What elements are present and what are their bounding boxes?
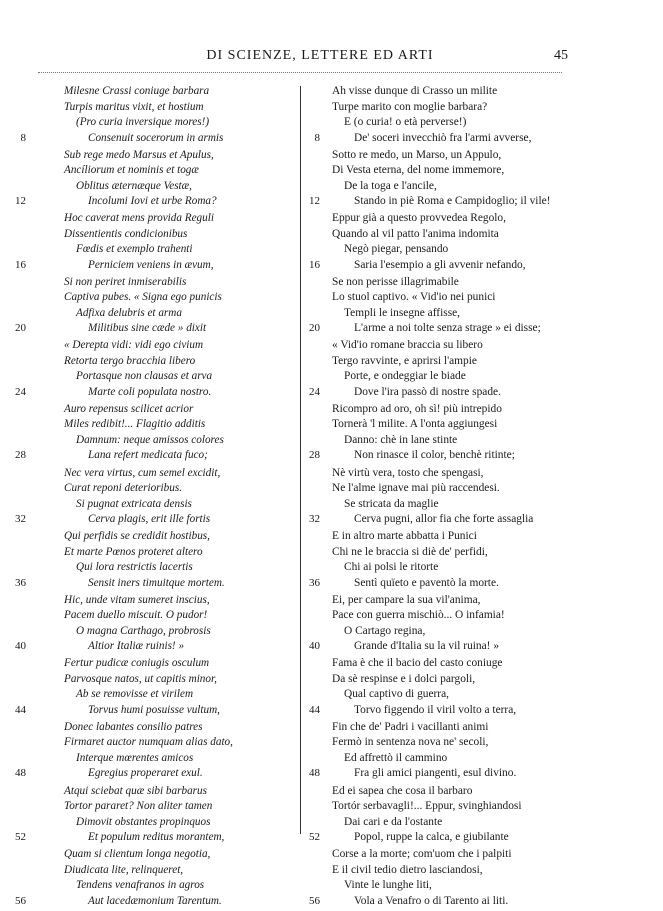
latin-verse-text: Militibus sine cæde » dixit xyxy=(88,322,207,335)
latin-verse-line xyxy=(36,735,296,751)
latin-verse-text: Portasque non clausas et arva xyxy=(76,370,213,383)
latin-verse-text: Retorta tergo bracchia libero xyxy=(64,354,196,367)
italian-verse-line xyxy=(306,163,596,179)
latin-stanza xyxy=(20,84,296,148)
italian-verse-text: Vinte le lunghe liti, xyxy=(344,879,432,892)
latin-verse-text: Si non periret inmiserabilis xyxy=(64,275,187,288)
latin-verse-text: Egregius properaret exul. xyxy=(88,767,203,780)
italian-verse-line xyxy=(306,512,596,528)
latin-verse-line xyxy=(36,720,296,736)
italian-line-number: 24 xyxy=(309,385,320,398)
italian-verse-line xyxy=(306,211,596,227)
italian-stanza xyxy=(306,211,596,275)
italian-verse-text: Eppur già a questo provvedea Regolo, xyxy=(332,212,506,225)
italian-verse-text: « Vid'io romane braccia su libero xyxy=(332,339,483,352)
italian-verse-text: Fra gli amici piangenti, esul divino. xyxy=(354,767,517,780)
latin-verse-text: Tendens venafranos in agros xyxy=(76,879,205,892)
latin-stanza xyxy=(15,466,296,530)
latin-verse-text: Curat reponi deterioribus. xyxy=(64,482,182,495)
latin-verse-line xyxy=(36,100,296,116)
italian-verse-text: Popol, ruppe la calca, e giubilante xyxy=(354,831,509,844)
latin-verse-line xyxy=(36,608,296,624)
italian-verse-line xyxy=(306,131,596,147)
italian-verse-text: Negò piegar, pensando xyxy=(344,243,449,256)
italian-verse-text: Torvo figgendo il viril volto a terra, xyxy=(354,703,517,716)
italian-verse-text: Se non perisse illagrimabile xyxy=(332,275,459,288)
latin-verse-text: Turpis maritus vixit, et hostium xyxy=(64,100,204,113)
latin-verse-text: Torvus humi posuisse vultum, xyxy=(88,703,220,716)
page-header xyxy=(0,48,663,68)
latin-verse-text: Captiva pubes. « Signa ego punicis xyxy=(64,291,222,304)
latin-verse-line xyxy=(15,258,296,274)
italian-verse-text: Ah visse dunque di Crasso un milite xyxy=(332,85,498,97)
italian-verse-line xyxy=(306,624,596,640)
latin-line-number: 36 xyxy=(15,576,26,589)
latin-verse-line xyxy=(36,338,296,354)
italian-verse-text: Ed ei sapea che cosa il barbaro xyxy=(332,784,473,797)
italian-verse-line xyxy=(306,306,596,322)
latin-verse-text: Qui perfidis se credidit hostibus, xyxy=(64,530,210,543)
latin-verse-line xyxy=(15,512,296,528)
latin-verse-text: Qui lora restrictis lacertis xyxy=(76,561,193,574)
italian-stanza xyxy=(306,402,596,466)
latin-verse-text: Milesne Crassi coniuge barbara xyxy=(64,85,210,97)
italian-verse-text: Qual captivo di guerra, xyxy=(344,688,450,701)
italian-verse-line xyxy=(306,720,596,736)
italian-verse-line xyxy=(306,338,596,354)
italian-stanza xyxy=(306,529,596,593)
latin-verse-line xyxy=(36,242,296,258)
italian-stanza xyxy=(306,593,596,657)
latin-stanza xyxy=(15,720,296,784)
italian-verse-text: Sentì quïeto e paventò la morte. xyxy=(354,576,499,589)
latin-verse-text: Oblitus æternæque Vestæ, xyxy=(76,179,192,192)
latin-verse-line xyxy=(15,639,296,655)
header-rule xyxy=(38,72,562,73)
latin-verse-line xyxy=(36,624,296,640)
latin-verse-text: Miles redibit!... Flagitio additis xyxy=(64,418,206,431)
page-number: 45 xyxy=(554,48,568,63)
italian-stanza xyxy=(306,338,596,402)
latin-verse-line xyxy=(15,385,296,401)
latin-verse-line xyxy=(36,815,296,831)
italian-verse-text: Corse a la morte; com'uom che i palpiti xyxy=(332,848,512,861)
italian-verse-text: De' soceri invecchiò fra l'armi avverse, xyxy=(354,131,532,144)
italian-column xyxy=(306,84,596,911)
latin-verse-line xyxy=(36,497,296,513)
italian-verse-line xyxy=(306,290,596,306)
italian-verse-line xyxy=(306,815,596,831)
italian-stanza xyxy=(306,84,596,148)
italian-verse-line xyxy=(306,194,596,210)
italian-verse-text: De la toga e l'ancile, xyxy=(344,179,437,192)
italian-verse-line xyxy=(306,878,596,894)
italian-verse-line xyxy=(306,672,596,688)
italian-line-number: 40 xyxy=(309,640,320,653)
italian-verse-line xyxy=(306,115,596,131)
latin-verse-line xyxy=(15,321,296,337)
italian-line-number: 56 xyxy=(309,894,320,907)
italian-stanza xyxy=(306,847,596,911)
italian-verse-line xyxy=(306,179,596,195)
italian-verse-line xyxy=(306,608,596,624)
latin-verse-text: Donec labantes consilio patres xyxy=(64,720,203,733)
latin-stanza xyxy=(15,148,296,212)
italian-verse-line xyxy=(306,576,596,592)
italian-verse-text: E il civil tedio dietro lasciandosi, xyxy=(332,863,483,876)
latin-verse-text: Adfixa delubris et arma xyxy=(76,306,182,319)
latin-verse-text: Et populum reditus morantem, xyxy=(88,831,225,844)
latin-verse-line xyxy=(36,863,296,879)
italian-verse-text: Chi ai polsi le ritorte xyxy=(344,561,439,574)
latin-verse-text: Ancíliorum et nominis et togæ xyxy=(64,164,199,177)
latin-verse-text: Firmaret auctor numquam alias dato, xyxy=(64,736,233,749)
latin-line-number: 28 xyxy=(15,449,26,462)
italian-verse-text: Turpe marito con moglie barbara? xyxy=(332,100,488,113)
latin-verse-line xyxy=(36,163,296,179)
italian-verse-line xyxy=(306,847,596,863)
latin-verse-line xyxy=(15,703,296,719)
italian-verse-line xyxy=(306,466,596,482)
latin-line-number: 32 xyxy=(15,513,26,526)
italian-line-number: 48 xyxy=(309,767,320,780)
latin-verse-line xyxy=(36,417,296,433)
italian-verse-line xyxy=(306,639,596,655)
italian-line-number: 8 xyxy=(314,131,320,144)
latin-verse-line xyxy=(36,687,296,703)
latin-verse-text: Hic, unde vitam sumeret inscius, xyxy=(64,593,210,606)
latin-line-number: 20 xyxy=(15,322,26,335)
italian-verse-line xyxy=(306,560,596,576)
italian-verse-text: O Cartago regina, xyxy=(344,624,426,637)
italian-verse-text: Dai cari e da l'ostante xyxy=(344,815,443,828)
italian-verse-text: E in altro marte abbatta i Punici xyxy=(332,530,477,543)
italian-verse-text: Dove l'ira passò di nostre spade. xyxy=(354,385,501,398)
italian-stanza xyxy=(306,275,596,339)
italian-verse-line xyxy=(306,148,596,164)
italian-verse-line xyxy=(306,894,596,910)
latin-verse-text: Altior Italiæ ruinis! » xyxy=(88,640,185,653)
italian-verse-line xyxy=(306,100,596,116)
latin-verse-line xyxy=(36,211,296,227)
italian-line-number: 52 xyxy=(309,831,320,844)
latin-verse-text: Et marte Pœnos proteret altero xyxy=(64,545,203,558)
italian-line-number: 32 xyxy=(309,513,320,526)
italian-verse-text: L'arme a noi tolte senza strage » ei disse; xyxy=(354,322,541,335)
italian-verse-text: Chi ne le braccia si diè de' perfidi, xyxy=(332,545,488,558)
latin-verse-text: Aut lacedæmonium Tarentum. xyxy=(88,894,222,907)
italian-verse-line xyxy=(306,369,596,385)
latin-verse-line xyxy=(36,847,296,863)
italian-verse-line xyxy=(306,766,596,782)
italian-line-number: 28 xyxy=(309,449,320,462)
latin-verse-text: Hoc caverat mens provida Reguli xyxy=(64,212,214,225)
latin-verse-text: (Pro curia inversique mores!) xyxy=(76,116,210,128)
latin-verse-text: Dissentientis condicionibus xyxy=(64,227,188,240)
latin-verse-text: Fertur pudicæ coniugis osculum xyxy=(64,657,210,670)
italian-verse-line xyxy=(306,275,596,291)
italian-verse-text: Grande d'Italia su la vil ruina! » xyxy=(354,640,500,653)
italian-verse-text: Stando in piè Roma e Campidoglio; il vile! xyxy=(354,195,551,208)
latin-verse-line xyxy=(36,529,296,545)
italian-verse-line xyxy=(306,593,596,609)
latin-verse-line xyxy=(36,227,296,243)
italian-verse-text: Ed affrettò il cammino xyxy=(344,751,448,764)
latin-verse-line xyxy=(36,402,296,418)
latin-verse-text: Perniciem veniens in ævum, xyxy=(88,258,214,271)
italian-verse-line xyxy=(306,448,596,464)
latin-verse-line xyxy=(36,306,296,322)
latin-verse-text: Quam si clientum longa negotia, xyxy=(64,848,211,861)
italian-verse-line xyxy=(306,417,596,433)
italian-verse-text: Tornerà 'l milite. A l'onta aggiungesi xyxy=(332,418,498,431)
italian-verse-text: Porte, e ondeggiar le biade xyxy=(344,370,466,383)
latin-verse-text: Nec vera virtus, cum semel excidit, xyxy=(64,466,221,479)
latin-verse-text: Fœdis et exemplo trahenti xyxy=(76,243,193,256)
italian-verse-text: Sotto re medo, un Marso, un Appulo, xyxy=(332,148,502,161)
latin-verse-text: O magna Carthago, probrosis xyxy=(76,624,211,637)
latin-stanza xyxy=(15,275,296,339)
italian-verse-text: Saria l'esempio a gli avvenir nefando, xyxy=(354,258,526,271)
latin-stanza xyxy=(15,529,296,593)
latin-verse-text: Damnum: neque amissos colores xyxy=(76,433,224,446)
latin-verse-text: Lana refert medicata fuco; xyxy=(88,449,208,462)
latin-verse-text: Parvosque natos, ut capitis minor, xyxy=(64,672,217,685)
italian-verse-text: Tortór serbavagli!... Eppur, svinghiandosi xyxy=(332,800,522,813)
italian-stanza xyxy=(306,466,596,530)
latin-line-number: 48 xyxy=(15,767,26,780)
italian-verse-line xyxy=(306,385,596,401)
italian-line-number: 36 xyxy=(309,576,320,589)
latin-verse-line xyxy=(36,799,296,815)
italian-verse-line xyxy=(306,242,596,258)
latin-line-number: 56 xyxy=(15,894,26,907)
latin-verse-line xyxy=(15,766,296,782)
latin-verse-text: « Derepta vidi: vidi ego civium xyxy=(64,339,204,352)
italian-verse-text: Di Vesta eterna, del nome immemore, xyxy=(332,164,505,177)
italian-verse-text: Fermò in sentenza nova ne' secoli, xyxy=(332,736,489,749)
italian-verse-text: Cerva pugni, allor fia che forte assaglia xyxy=(354,513,534,526)
latin-verse-text: Consenuit socerorum in armis xyxy=(88,131,224,144)
italian-verse-line xyxy=(306,354,596,370)
italian-verse-line xyxy=(306,433,596,449)
italian-verse-line xyxy=(306,258,596,274)
latin-verse-line xyxy=(36,354,296,370)
italian-verse-line xyxy=(306,687,596,703)
italian-line-number: 16 xyxy=(309,258,320,271)
latin-verse-text: Si pugnat extricata densis xyxy=(76,497,192,510)
italian-verse-line xyxy=(306,545,596,561)
italian-verse-line xyxy=(306,799,596,815)
italian-stanza xyxy=(306,720,596,784)
latin-verse-line xyxy=(15,194,296,210)
latin-verse-line xyxy=(20,131,296,147)
italian-stanza xyxy=(306,784,596,848)
italian-verse-text: Non rinasce il color, benchè ritinte; xyxy=(354,449,515,462)
latin-verse-text: Marte coli populata nostro. xyxy=(88,385,212,398)
italian-verse-text: Fama è che il bacio del casto coniuge xyxy=(332,657,503,670)
italian-verse-line xyxy=(306,703,596,719)
running-title: DI SCIENZE, LETTERE ED ARTI xyxy=(206,48,434,63)
latin-verse-line xyxy=(36,751,296,767)
italian-verse-line xyxy=(306,529,596,545)
latin-stanza xyxy=(15,847,296,911)
italian-line-number: 20 xyxy=(309,322,320,335)
italian-verse-text: Nè virtù vera, tosto che spengasi, xyxy=(332,466,484,479)
latin-line-number: 8 xyxy=(20,131,26,144)
latin-line-number: 12 xyxy=(15,195,26,208)
latin-verse-line xyxy=(36,369,296,385)
italian-verse-text: Ei, per campare la sua vil'anima, xyxy=(332,593,481,606)
latin-verse-line xyxy=(36,784,296,800)
latin-verse-line xyxy=(36,878,296,894)
latin-verse-text: Pacem duello miscuit. O pudor! xyxy=(64,609,208,622)
latin-stanza xyxy=(15,784,296,848)
latin-verse-line xyxy=(15,830,296,846)
latin-verse-text: Atqui sciebat quæ sibi barbarus xyxy=(64,784,207,797)
latin-verse-text: Ab se removisse et virilem xyxy=(76,688,194,701)
italian-stanza xyxy=(306,656,596,720)
latin-stanza xyxy=(15,656,296,720)
latin-verse-line xyxy=(36,433,296,449)
latin-verse-line xyxy=(36,466,296,482)
latin-verse-text: Interque mœrentes amicos xyxy=(76,751,194,764)
latin-stanza xyxy=(15,593,296,657)
italian-verse-line xyxy=(306,84,596,100)
italian-verse-line xyxy=(306,751,596,767)
italian-verse-text: Tergo ravvinte, e aprirsi l'ampie xyxy=(332,354,477,367)
italian-verse-text: Pace con guerra mischiò... O infamia! xyxy=(332,609,505,622)
latin-line-number: 52 xyxy=(15,831,26,844)
italian-stanza xyxy=(306,148,596,212)
italian-verse-text: Vola a Venafro o di Tarento ai liti. xyxy=(354,894,509,907)
latin-verse-line xyxy=(36,560,296,576)
italian-verse-text: Quando al vil patto l'anima indomita xyxy=(332,227,499,240)
latin-verse-line xyxy=(36,656,296,672)
latin-verse-text: Auro repensus scilicet acrior xyxy=(64,402,194,415)
latin-verse-text: Sensit iners timuitque mortem. xyxy=(88,576,225,589)
italian-verse-text: Fin che de' Padri i vacillanti animi xyxy=(332,720,489,733)
italian-verse-line xyxy=(306,481,596,497)
latin-verse-text: Tortor pararet? Non aliter tamen xyxy=(64,800,213,813)
italian-verse-text: E (o curia! o età perverse!) xyxy=(344,116,467,128)
italian-line-number: 44 xyxy=(309,703,320,716)
latin-line-number: 16 xyxy=(15,258,26,271)
latin-verse-line xyxy=(36,148,296,164)
italian-verse-text: Ricompro ad oro, oh sì! più intrepido xyxy=(332,402,502,415)
latin-stanza xyxy=(15,402,296,466)
latin-verse-text: Cerva plagis, erit ille fortis xyxy=(88,513,211,526)
latin-verse-line xyxy=(36,275,296,291)
latin-column xyxy=(15,84,296,911)
latin-verse-line xyxy=(36,290,296,306)
italian-verse-text: Ne l'alme ignave mai più raccendesi. xyxy=(332,482,500,495)
latin-verse-line xyxy=(36,593,296,609)
italian-line-number: 12 xyxy=(309,195,320,208)
latin-verse-line xyxy=(36,481,296,497)
italian-verse-line xyxy=(306,863,596,879)
italian-verse-text: Se stricata da maglie xyxy=(344,497,439,510)
italian-verse-line xyxy=(306,830,596,846)
latin-line-number: 24 xyxy=(15,385,26,398)
italian-verse-line xyxy=(306,656,596,672)
italian-verse-line xyxy=(306,784,596,800)
italian-verse-text: Lo stuol captivo. « Vid'io nei punici xyxy=(332,291,496,304)
latin-stanza xyxy=(15,338,296,402)
latin-verse-line xyxy=(15,894,296,910)
italian-verse-text: Danno: chè in lane stinte xyxy=(344,433,458,446)
latin-verse-line xyxy=(15,576,296,592)
latin-verse-line xyxy=(36,179,296,195)
latin-verse-line xyxy=(36,545,296,561)
latin-verse-text: Sub rege medo Marsus et Apulus, xyxy=(64,148,214,161)
latin-verse-text: Diudicata lite, relinqueret, xyxy=(64,863,184,876)
latin-verse-text: Dimovit obstantes propinquos xyxy=(76,815,211,828)
italian-verse-line xyxy=(306,735,596,751)
italian-verse-text: Da sè respinse e i dolci pargoli, xyxy=(332,672,476,685)
italian-verse-line xyxy=(306,497,596,513)
latin-line-number: 44 xyxy=(15,703,26,716)
latin-verse-line xyxy=(36,672,296,688)
latin-verse-line xyxy=(15,448,296,464)
latin-verse-line xyxy=(36,84,296,100)
latin-verse-line xyxy=(36,115,296,131)
latin-verse-text: Incolumi Iovi et urbe Roma? xyxy=(88,195,217,208)
italian-verse-line xyxy=(306,227,596,243)
latin-stanza xyxy=(15,211,296,275)
italian-verse-line xyxy=(306,402,596,418)
italian-verse-text: Templi le insegne affisse, xyxy=(344,306,461,319)
italian-verse-line xyxy=(306,321,596,337)
latin-line-number: 40 xyxy=(15,640,26,653)
